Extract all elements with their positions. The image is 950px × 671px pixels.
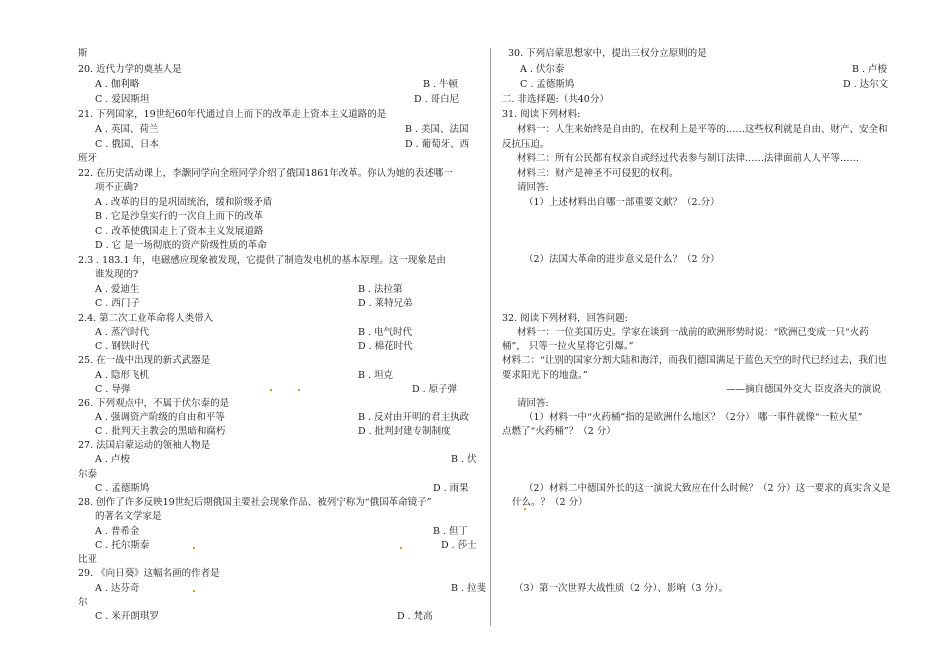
option-b: B . 电气时代	[358, 327, 413, 338]
option-a: A . 隐形飞机	[95, 370, 149, 381]
sub-question-cont: 点燃了“火药桶”？（2 分）	[502, 426, 616, 437]
option-b: B . 卢梭	[852, 64, 888, 75]
sub-question: （3）第一次世界大战性质（2 分）、影响（3 分）。	[514, 583, 729, 594]
material-1: 材料一：人生来始终是自由的，在权利上是平等的……这些权利就是自由、财产、安全和	[517, 124, 888, 135]
prompt: 请回答:	[517, 398, 549, 409]
option-d: D . 莱特兄弟	[358, 298, 413, 309]
question-25: 25. 在一战中出现的新式武器是	[78, 355, 211, 366]
option-a: A . 达芬奇	[95, 583, 140, 594]
option-c: C . 爱因斯坦	[95, 94, 150, 105]
speck	[524, 508, 526, 510]
option-c: C . 米开朗琪罗	[95, 611, 159, 622]
sub-question-cont: 什么。？（2 分）	[512, 497, 588, 508]
option-c: C . 西门子	[95, 298, 140, 309]
speck	[193, 547, 195, 549]
attribution: ——摘自德国外交大 臣皮洛夫的演说	[726, 384, 882, 395]
speck	[400, 547, 402, 549]
material-1: 材料一：一位美国历史。学家在谈到一战前的欧洲形势时说：“欧洲已变成一只“火药	[517, 327, 869, 338]
sub-question: （2）材料二中德国外长的这一演说大致应在什么时候？（2 分）这一要求的真实含义是	[524, 483, 891, 494]
option-c: C . 托尔斯泰	[95, 540, 150, 551]
question-24: 2.4. 第二次工业革命将人类带入	[78, 313, 214, 324]
sub-question: （1）材料一中“火药桶”指的是欧洲什么地区？（2分） 哪一事件就像“一粒火星”	[524, 412, 863, 423]
question-26: 26. 下列观点中，不属于伏尔泰的是	[78, 398, 230, 409]
option-b: B . 但丁	[433, 526, 469, 537]
question-29: 29. 《向日葵》这幅名画的作者是	[78, 568, 220, 579]
question-32: 32. 阅读下列材料，回答问题:	[502, 313, 628, 324]
question-23: 2.3 . 183.1 年，电磁感应现象被发现，它提供了制造发电机的基本原理。这一现象是由	[78, 255, 446, 266]
speck	[270, 389, 272, 391]
option-a: A . 英国、荷兰	[95, 124, 159, 135]
option-d: D . 批判封建专制制度	[358, 426, 451, 437]
option-b-wrap: 尔泰	[78, 469, 98, 480]
text-line: 斯	[78, 48, 88, 59]
option-a: A . 改革的目的是巩固统治，缓和阶级矛盾	[95, 197, 273, 208]
option-b: B . 牛顿	[423, 79, 459, 90]
option-a: A . 伽利略	[95, 79, 140, 90]
option-c: C . 导弹	[95, 384, 131, 395]
question-23-cont: 谁发现的?	[95, 269, 139, 280]
option-c: C . 俄国、日本	[95, 139, 159, 150]
option-a: A . 爱迪生	[95, 284, 140, 295]
option-b: B . 坦克	[358, 370, 394, 381]
option-b: B . 法拉第	[358, 284, 403, 295]
prompt: 请回答:	[517, 182, 549, 193]
option-d-wrap: 班牙	[78, 153, 98, 164]
material-3: 材料三：财产是神圣不可侵犯的权利。	[517, 168, 679, 179]
option-d: D . 莎士	[441, 540, 477, 551]
material-2: 材料二：所有公民都有权亲自或经过代表参与制订法律……法律面前人人平等……	[517, 153, 860, 164]
option-d-wrap: 比亚	[78, 554, 98, 565]
question-22-cont: 项不正确?	[95, 182, 139, 193]
question-20: 20. 近代力学的奠基人是	[78, 64, 182, 75]
section-heading: 二. 非选择题:（共40分）	[502, 94, 609, 105]
option-d: D . 达尔文	[843, 79, 889, 90]
speck	[298, 389, 300, 391]
option-d: D . 它 是一场彻底的资产阶级性质的革命	[95, 240, 267, 251]
option-a: A . 强调资产阶级的自由和平等	[95, 412, 225, 423]
question-28: 28. 创作了许多反映19世纪后期俄国主要社会现象作品、被列宁称为“俄国革命镜子”	[78, 497, 432, 508]
option-a: A . 卢梭	[95, 454, 130, 465]
option-b: B . 它是沙皇实行的一次自上而下的改革	[95, 211, 264, 222]
question-28-cont: 的著名文学家是	[95, 511, 162, 522]
option-b: B . 美国、法国	[405, 124, 469, 135]
option-a: A . 蒸汽时代	[95, 327, 149, 338]
question-27: 27. 法国启蒙运动的领袖人物是	[78, 440, 211, 451]
sub-question: （2）法国大革命的进步意义是什么？（2 分）	[524, 254, 720, 265]
option-d: D . 梵高	[397, 611, 433, 622]
option-d: D . 原子弹	[412, 384, 458, 395]
option-d: D . 哥白尼	[414, 94, 460, 105]
question-22: 22. 在历史活动课上，李灏同学向全班同学介绍了俄国1861年改革。你认为她的表述哪一	[78, 168, 453, 179]
option-b-wrap: 尔	[78, 597, 88, 608]
material-2-cont: 要求阳光下的地盘。”	[502, 370, 588, 381]
column-divider	[490, 48, 491, 626]
option-c: C . 批判天主教会的黑暗和腐朽	[95, 426, 226, 437]
option-d: D . 棉花时代	[358, 341, 413, 352]
option-b: B . 伏	[451, 454, 477, 465]
question-31: 31. 阅读下列材料:	[502, 109, 581, 120]
option-c: C . 改革使俄国走上了资本主义发展道路	[95, 226, 264, 237]
material-2: 材料二：“让别的国家分割大陆和海洋，而我们德国满足于蓝色天空的时代已经过去，我们也	[502, 355, 887, 366]
question-30: 30. 下列启蒙思想家中，提出三权分立原则的是	[508, 48, 707, 59]
material-1-cont: 反抗压迫。	[502, 139, 550, 150]
option-c: C . 孟德斯鸠	[520, 79, 575, 90]
speck	[193, 590, 195, 592]
option-b: B . 反对由开明的君主执政	[358, 412, 470, 423]
question-21: 21. 下列国家，19世纪60年代通过自上而下的改革走上资本主义道路的是	[78, 109, 387, 120]
option-a: A . 普希金	[95, 526, 140, 537]
option-b: B . 拉斐	[451, 583, 487, 594]
option-c: C . 钢铁时代	[95, 341, 150, 352]
material-1-cont: 桶”， 只等一拉火星将它引爆。”	[502, 341, 634, 352]
option-c: C . 孟德斯鸠	[95, 483, 150, 494]
sub-question: （1）上述材料出自哪一部重要文献？（2.分）	[524, 197, 720, 208]
option-d: D . 葡萄牙、西	[405, 139, 470, 150]
option-d: D . 雨果	[433, 483, 469, 494]
option-a: A . 伏尔泰	[520, 64, 565, 75]
